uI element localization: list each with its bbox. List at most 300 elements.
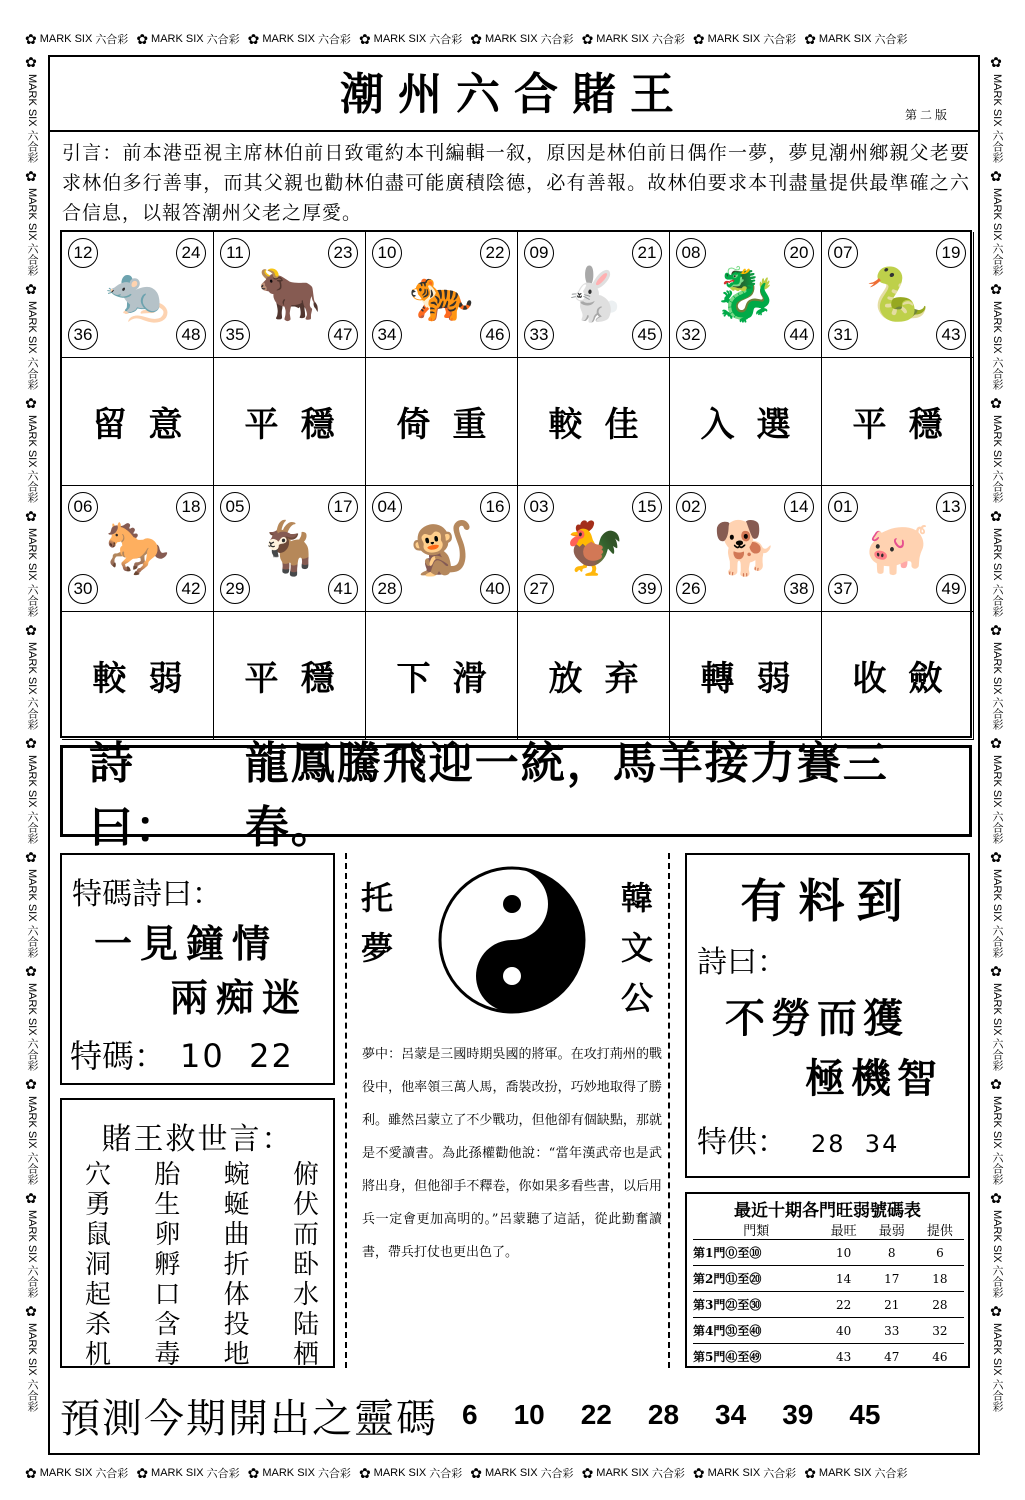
brand-mark <box>24 1191 40 1299</box>
table-cell: 43 <box>820 1344 868 1370</box>
ball-number: 28 <box>372 574 402 604</box>
zodiac-cell <box>518 232 670 358</box>
flower-icon: ✿ <box>24 282 40 299</box>
ball-number: 12 <box>68 238 98 268</box>
brand-text: MARK SIX <box>39 33 93 45</box>
flower-icon: ✿ <box>989 963 1005 980</box>
ball-number: 47 <box>328 320 358 350</box>
brand-mark <box>470 1465 573 1482</box>
brand-mark <box>24 169 40 277</box>
flower-icon: ✿ <box>24 963 40 980</box>
brand-text: MARK SIX <box>26 528 38 581</box>
flower-icon: ✿ <box>989 395 1005 412</box>
brand-mark <box>24 850 40 958</box>
zodiac-cell <box>670 232 822 358</box>
table-cell: 17 <box>868 1266 916 1292</box>
flower-icon: ✿ <box>989 622 1005 639</box>
brand-name: 六合彩 <box>540 34 574 46</box>
status-cell <box>518 358 670 486</box>
ball-number: 42 <box>176 574 206 604</box>
special-poem-line2: 兩痴迷 <box>170 976 309 1020</box>
ball-number: 38 <box>784 574 814 604</box>
table-cell: 47 <box>868 1344 916 1370</box>
table-header: 提供 <box>926 1224 953 1239</box>
dream-vertical-label: 托夢 <box>360 879 393 967</box>
prediction-numbers <box>462 1399 881 1431</box>
table-cell: 10 <box>820 1240 868 1266</box>
brand-text: MARK SIX <box>373 33 427 45</box>
ball-number: 16 <box>480 492 510 522</box>
brand-text: MARK SIX <box>818 33 872 45</box>
brand-name: 六合彩 <box>540 1468 574 1480</box>
brand-mark <box>24 1077 40 1185</box>
zodiac-cell <box>366 486 518 612</box>
brand-name: 六合彩 <box>206 34 240 46</box>
brand-text: MARK SIX <box>484 1467 538 1479</box>
edition-label: 第二版 <box>905 108 951 122</box>
ball-number: 04 <box>372 492 402 522</box>
material-line2: 極機智 <box>805 1056 943 1102</box>
brand-mark <box>136 1465 239 1482</box>
ball-number: 03 <box>524 492 554 522</box>
brand-mark <box>989 964 1005 1072</box>
tiger-icon: 🐅 <box>409 264 474 325</box>
rescue-columns <box>82 1160 322 1370</box>
flower-icon: ✿ <box>989 850 1005 867</box>
ball-number: 02 <box>676 492 706 522</box>
brand-name: 六合彩 <box>991 1265 1003 1299</box>
brand-text: MARK SIX <box>26 74 38 127</box>
rescue-heading: 賭王救世言： <box>101 1122 294 1157</box>
status-cell <box>822 358 974 486</box>
brand-text: MARK SIX <box>991 187 1003 241</box>
prediction-number: 39 <box>782 1399 814 1430</box>
left-border <box>20 55 44 1460</box>
pig-icon: 🐖 <box>865 518 930 579</box>
brand-mark <box>989 736 1005 844</box>
brand-text: MARK SIX <box>991 1323 1003 1376</box>
table-cell: 6 <box>916 1240 964 1266</box>
special-poem-line1: 一見鐘情 <box>94 922 279 966</box>
brand-text: MARK SIX <box>991 869 1003 922</box>
table-cell: 第3門㉑至㉚ <box>693 1292 820 1318</box>
ball-number: 24 <box>176 238 206 268</box>
brand-mark <box>989 169 1005 277</box>
yin-yang-icon <box>437 865 587 1015</box>
ball-number: 22 <box>480 238 510 268</box>
dragon-icon: 🐉 <box>713 264 778 325</box>
prediction-number: 10 <box>513 1399 545 1430</box>
right-border <box>985 55 1009 1460</box>
ball-number: 14 <box>784 492 814 522</box>
ball-number: 26 <box>676 574 706 604</box>
ball-number: 35 <box>220 320 250 350</box>
flower-icon: ✿ <box>24 1077 40 1094</box>
status-cell <box>62 358 214 486</box>
bottom-border <box>25 1462 1000 1484</box>
brand-text: MARK SIX <box>991 755 1003 809</box>
brand-name: 六合彩 <box>26 1265 38 1299</box>
flower-icon: ✿ <box>24 1304 40 1321</box>
rescue-column: 俯伏而卧水陆栖 <box>292 1160 319 1370</box>
table-header: 最弱 <box>878 1224 905 1239</box>
prediction-number: 45 <box>849 1399 881 1430</box>
goat-icon: 🐐 <box>257 518 322 579</box>
brand-name: 六合彩 <box>991 1378 1003 1412</box>
flower-icon: ✿ <box>989 736 1005 753</box>
supply-label: 特供： <box>697 1125 787 1160</box>
status-cell <box>518 612 670 740</box>
brand-name: 六合彩 <box>991 811 1003 845</box>
brand-name: 六合彩 <box>95 34 129 46</box>
ball-number: 06 <box>68 492 98 522</box>
ball-number: 13 <box>936 492 966 522</box>
status-text: 留意 <box>92 405 205 445</box>
table-cell: 18 <box>916 1266 964 1292</box>
prediction-number: 34 <box>715 1399 747 1430</box>
ball-number: 37 <box>828 574 858 604</box>
flower-icon: ✿ <box>989 168 1005 185</box>
brand-mark <box>582 1465 685 1482</box>
ball-number: 32 <box>676 320 706 350</box>
flower-icon: ✿ <box>581 30 594 47</box>
brand-text: MARK SIX <box>991 982 1003 1036</box>
author-vertical-label: 韓文公 <box>620 879 653 1017</box>
table-row <box>693 1266 964 1292</box>
dog-icon: 🐕 <box>713 518 778 579</box>
brand-mark <box>24 396 40 504</box>
ball-number: 23 <box>328 238 358 268</box>
ball-number: 20 <box>784 238 814 268</box>
rooster-icon: 🐓 <box>561 518 626 579</box>
brand-name: 六合彩 <box>991 129 1003 163</box>
ball-number: 11 <box>220 238 250 268</box>
flower-icon: ✿ <box>24 850 40 867</box>
brand-name: 六合彩 <box>429 34 463 46</box>
table-cell: 8 <box>868 1240 916 1266</box>
special-code-label: 特碼： <box>70 1037 167 1075</box>
brand-mark <box>24 509 40 617</box>
brand-text: MARK SIX <box>26 301 38 354</box>
special-code-box <box>60 853 335 1085</box>
status-text: 平穩 <box>852 405 965 445</box>
status-cell <box>214 612 366 740</box>
flower-icon: ✿ <box>692 1464 705 1481</box>
ball-number: 18 <box>176 492 206 522</box>
flower-icon: ✿ <box>24 736 40 753</box>
brand-name: 六合彩 <box>95 1468 129 1480</box>
prediction-label: 預測今期開出之靈碼 <box>60 1395 438 1442</box>
flower-icon: ✿ <box>247 30 260 47</box>
poem-label: 詩曰： <box>89 738 181 853</box>
brand-text: MARK SIX <box>26 414 38 468</box>
brand-text: MARK SIX <box>596 33 649 45</box>
brand-text: MARK SIX <box>484 33 538 45</box>
brand-mark <box>582 31 685 48</box>
brand-name: 六合彩 <box>429 1468 463 1480</box>
brand-text: MARK SIX <box>26 1323 38 1376</box>
brand-text: MARK SIX <box>26 1096 38 1149</box>
status-text: 放弃 <box>548 659 661 699</box>
brand-name: 六合彩 <box>26 1038 38 1072</box>
status-text: 較弱 <box>92 659 205 699</box>
ball-number: 45 <box>632 320 662 350</box>
monkey-icon: 🐒 <box>409 518 474 579</box>
brand-name: 六合彩 <box>763 34 797 46</box>
brand-text: MARK SIX <box>151 1467 204 1479</box>
table-cell: 32 <box>916 1318 964 1344</box>
brand-text: MARK SIX <box>707 33 761 45</box>
zodiac-cell <box>62 232 214 358</box>
ball-number: 07 <box>828 238 858 268</box>
brand-name: 六合彩 <box>26 811 38 845</box>
flower-icon: ✿ <box>692 30 705 47</box>
brand-mark <box>989 623 1005 731</box>
zodiac-grid <box>60 230 972 738</box>
ball-number: 05 <box>220 492 250 522</box>
brand-text: MARK SIX <box>26 982 38 1036</box>
brand-mark <box>693 1465 796 1482</box>
gate-table <box>693 1220 964 1370</box>
brand-name: 六合彩 <box>317 1468 351 1480</box>
brand-mark <box>989 509 1005 617</box>
zodiac-cell <box>822 232 974 358</box>
flower-icon: ✿ <box>989 282 1005 299</box>
ball-number: 30 <box>68 574 98 604</box>
brand-mark <box>470 31 573 48</box>
material-heading: 有料到 <box>740 874 915 928</box>
zodiac-cell <box>670 486 822 612</box>
status-cell <box>366 612 518 740</box>
brand-name: 六合彩 <box>651 34 685 46</box>
table-cell: 28 <box>916 1292 964 1318</box>
table-cell: 46 <box>916 1344 964 1370</box>
flower-icon: ✿ <box>989 1190 1005 1207</box>
zodiac-cell <box>214 486 366 612</box>
brand-name: 六合彩 <box>317 34 351 46</box>
brand-mark <box>989 850 1005 958</box>
flower-icon: ✿ <box>470 30 482 47</box>
brand-text: MARK SIX <box>26 641 38 695</box>
special-poem-heading: 特碼詩曰： <box>72 877 222 912</box>
table-row <box>693 1318 964 1344</box>
ball-number: 31 <box>828 320 858 350</box>
dream-story: 夢中：呂蒙是三國時期吳國的將軍。在攻打荊州的戰役中，他率領三萬人馬，喬裝改扮，巧妙地取得了勝利。雖然呂蒙立了不少戰功，但他卻有個缺點，那就是不愛讀書。為此孫權勸他說：“當年漢武帝也是武將出身，但他卻手不釋卷，你如果多看些書，以后用兵一定會更加高明的。”呂蒙聽了這話，從此勤奮讀書，帶兵打仗也更出色了。 <box>362 1047 662 1260</box>
brand-mark <box>25 1465 128 1482</box>
brand-name: 六合彩 <box>874 34 908 46</box>
flower-icon: ✿ <box>24 55 40 71</box>
ball-number: 44 <box>784 320 814 350</box>
brand-text: MARK SIX <box>26 755 38 809</box>
status-text: 轉弱 <box>700 659 813 699</box>
supply-values: 28 34 <box>811 1130 900 1158</box>
flower-icon: ✿ <box>25 30 37 47</box>
brand-mark <box>24 964 40 1072</box>
flower-icon: ✿ <box>25 1464 37 1481</box>
flower-icon: ✿ <box>470 1464 482 1481</box>
brand-name: 六合彩 <box>26 356 38 390</box>
material-box <box>685 853 970 1178</box>
brand-name: 六合彩 <box>991 356 1003 390</box>
brand-mark <box>24 1304 40 1412</box>
brand-mark <box>989 1077 1005 1185</box>
brand-text: MARK SIX <box>151 33 204 45</box>
table-cell: 第2門⑪至⑳ <box>693 1266 820 1292</box>
brand-name: 六合彩 <box>26 470 38 504</box>
brand-text: MARK SIX <box>26 1209 38 1263</box>
table-row <box>693 1240 964 1266</box>
zodiac-cell <box>214 232 366 358</box>
flower-icon: ✿ <box>358 1464 371 1481</box>
prediction-number: 6 <box>462 1399 478 1430</box>
table-row <box>693 1292 964 1318</box>
status-cell <box>366 358 518 486</box>
poem-banner <box>60 738 972 853</box>
brand-mark <box>359 1465 462 1482</box>
brand-name: 六合彩 <box>26 129 38 163</box>
status-text: 入選 <box>700 405 813 445</box>
flower-icon: ✿ <box>358 30 371 47</box>
brand-text: MARK SIX <box>991 301 1003 354</box>
ball-number: 48 <box>176 320 206 350</box>
brand-mark <box>989 282 1005 390</box>
brand-mark <box>248 1465 351 1482</box>
table-cell: 第1門⓪至⑩ <box>693 1240 820 1266</box>
ox-icon: 🐂 <box>257 264 322 325</box>
flower-icon: ✿ <box>989 509 1005 526</box>
status-text: 平穩 <box>244 659 357 699</box>
brand-name: 六合彩 <box>26 697 38 731</box>
brand-text: MARK SIX <box>991 414 1003 468</box>
brand-name: 六合彩 <box>26 1151 38 1185</box>
brand-name: 六合彩 <box>991 1151 1003 1185</box>
status-text: 平穩 <box>244 405 357 445</box>
ball-number: 10 <box>372 238 402 268</box>
ball-number: 17 <box>328 492 358 522</box>
horse-icon: 🐎 <box>105 518 170 579</box>
brand-mark <box>136 31 239 48</box>
title-divider <box>48 130 980 132</box>
flower-icon: ✿ <box>804 30 816 47</box>
brand-name: 六合彩 <box>991 470 1003 504</box>
table-cell: 第4門㉛至㊵ <box>693 1318 820 1344</box>
brand-mark <box>693 31 796 48</box>
ball-number: 34 <box>372 320 402 350</box>
flower-icon: ✿ <box>24 395 40 412</box>
brand-name: 六合彩 <box>651 1468 685 1480</box>
ball-number: 19 <box>936 238 966 268</box>
flower-icon: ✿ <box>24 622 40 639</box>
status-cell <box>822 612 974 740</box>
brand-mark <box>24 736 40 844</box>
supply-row <box>697 1117 899 1161</box>
table-cell: 40 <box>820 1318 868 1344</box>
rat-icon: 🐀 <box>105 264 170 325</box>
page-title: 潮州六合賭王 <box>340 69 688 120</box>
brand-text: MARK SIX <box>596 1467 649 1479</box>
flower-icon: ✿ <box>136 1464 149 1481</box>
brand-name: 六合彩 <box>26 243 38 277</box>
brand-mark <box>989 55 1005 163</box>
brand-text: MARK SIX <box>991 528 1003 581</box>
rescue-column: 蜿蜒曲折体投地 <box>223 1160 250 1370</box>
flower-icon: ✿ <box>247 1464 260 1481</box>
ball-number: 43 <box>936 320 966 350</box>
brand-text: MARK SIX <box>262 33 315 45</box>
rescue-column: 胎生卵孵口含毒 <box>154 1160 181 1370</box>
table-header: 門類 <box>743 1224 770 1239</box>
ball-number: 36 <box>68 320 98 350</box>
brand-name: 六合彩 <box>991 583 1003 617</box>
brand-mark <box>989 1304 1005 1412</box>
rescue-column: 穴勇鼠洞起杀机 <box>84 1160 111 1370</box>
brand-name: 六合彩 <box>991 924 1003 958</box>
zodiac-cell <box>822 486 974 612</box>
brand-text: MARK SIX <box>991 1209 1003 1263</box>
ball-number: 29 <box>220 574 250 604</box>
brand-text: MARK SIX <box>26 869 38 922</box>
intro-text: 引言：前本港亞視主席林伯前日致電約本刊編輯一叙，原因是林伯前日偶作一夢，夢見潮州鄉親父老要求林伯多行善事，而其父親也勸林伯盡可能廣積陰德，必有善報。故林伯要求本刊盡量提供最準確之六合信息，以報答潮州父老之厚愛。 <box>62 142 970 224</box>
material-poem-label: 詩曰： <box>697 945 787 980</box>
brand-mark <box>25 31 128 48</box>
brand-name: 六合彩 <box>991 697 1003 731</box>
ball-number: 09 <box>524 238 554 268</box>
brand-mark <box>989 396 1005 504</box>
ball-number: 15 <box>632 492 662 522</box>
gate-table-box <box>685 1192 970 1368</box>
brand-mark <box>359 31 462 48</box>
brand-name: 六合彩 <box>206 1468 240 1480</box>
snake-icon: 🐍 <box>865 264 930 325</box>
prediction-number: 28 <box>647 1399 680 1430</box>
flower-icon: ✿ <box>581 1464 594 1481</box>
brand-mark <box>804 1465 907 1482</box>
brand-text: MARK SIX <box>26 187 38 241</box>
ball-number: 21 <box>632 238 662 268</box>
zodiac-cell <box>62 486 214 612</box>
brand-name: 六合彩 <box>763 1468 797 1480</box>
zodiac-cell <box>518 486 670 612</box>
top-border <box>25 28 1000 50</box>
gate-table-title: 最近十期各門旺弱號碼表 <box>734 1201 921 1221</box>
status-text: 收斂 <box>852 659 965 699</box>
status-cell <box>214 358 366 486</box>
ball-number: 33 <box>524 320 554 350</box>
brand-name: 六合彩 <box>26 1378 38 1412</box>
brand-name: 六合彩 <box>26 583 38 617</box>
table-cell: 21 <box>868 1292 916 1318</box>
ball-number: 08 <box>676 238 706 268</box>
ball-number: 39 <box>632 574 662 604</box>
status-cell <box>62 612 214 740</box>
brand-text: MARK SIX <box>707 1467 761 1479</box>
flower-icon: ✿ <box>24 168 40 185</box>
special-code-values: 10 22 <box>180 1037 294 1075</box>
brand-mark <box>24 55 40 163</box>
flower-icon: ✿ <box>989 55 1005 71</box>
ball-number: 46 <box>480 320 510 350</box>
table-cell: 第5門㊶至㊾ <box>693 1344 820 1370</box>
brand-text: MARK SIX <box>818 1467 872 1479</box>
brand-name: 六合彩 <box>991 243 1003 277</box>
brand-mark <box>248 31 351 48</box>
brand-text: MARK SIX <box>373 1467 427 1479</box>
prediction-number: 22 <box>580 1399 612 1430</box>
brand-name: 六合彩 <box>991 1038 1003 1072</box>
brand-mark <box>989 1191 1005 1299</box>
flower-icon: ✿ <box>136 30 149 47</box>
special-code-row <box>70 1031 294 1077</box>
